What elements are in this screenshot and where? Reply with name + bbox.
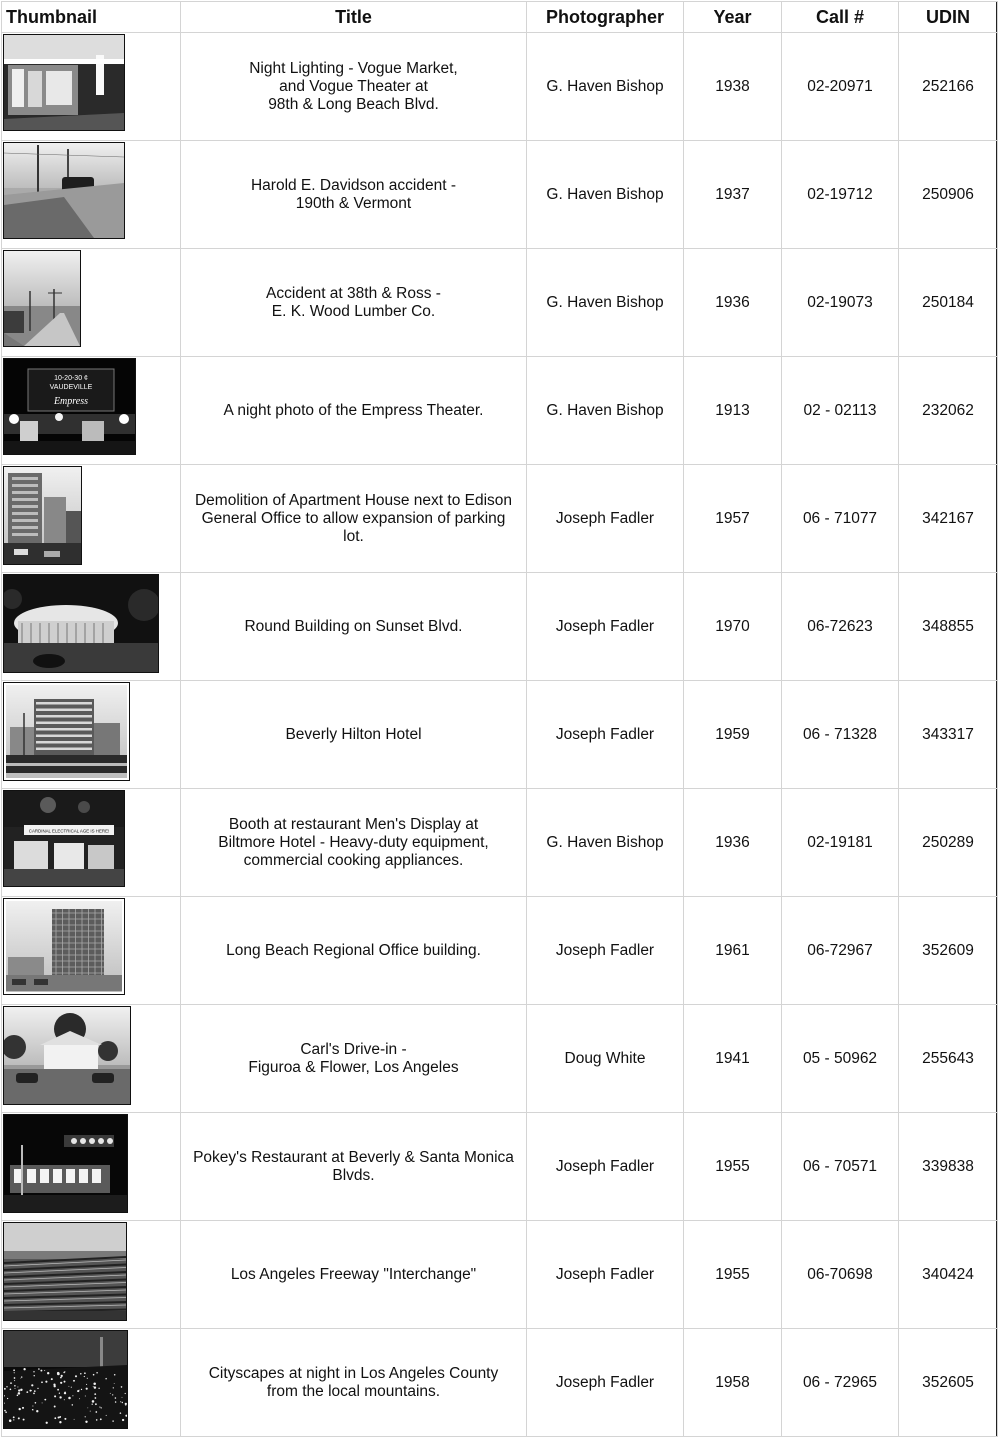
photographer-cell: Joseph Fadler xyxy=(527,573,684,681)
year-cell: 1959 xyxy=(684,681,782,789)
empress-sign-line-1: 10-20-30 ¢ xyxy=(54,375,88,382)
header-udin: UDIN xyxy=(899,2,998,33)
title-line: Carl's Drive-in - xyxy=(300,1040,407,1058)
title-cell xyxy=(181,681,527,789)
year-cell: 1970 xyxy=(684,573,782,681)
photo-office-building-thumbnail[interactable] xyxy=(3,898,125,995)
photo-tall-building-thumbnail[interactable] xyxy=(3,466,82,565)
photographer-cell: Joseph Fadler xyxy=(527,1113,684,1221)
udin-cell: 255643 xyxy=(899,1005,998,1113)
thumbnail-cell xyxy=(2,1221,181,1329)
table-row xyxy=(2,681,998,789)
year-cell: 1937 xyxy=(684,141,782,249)
title-line: Harold E. Davidson accident - xyxy=(250,176,457,194)
title-line: Long Beach Regional Office building. xyxy=(226,941,481,959)
table-row xyxy=(2,249,998,357)
title-cell xyxy=(181,789,527,897)
call-number-cell: 06 - 72965 xyxy=(782,1329,899,1437)
table-row xyxy=(2,141,998,249)
header-call: Call # xyxy=(782,2,899,33)
title-line: General Office to allow expansion of parking xyxy=(201,509,506,527)
table-row xyxy=(2,1113,998,1221)
thumbnail-cell xyxy=(2,141,181,249)
photographer-cell: G. Haven Bishop xyxy=(527,33,684,141)
call-number-cell: 02-20971 xyxy=(782,33,899,141)
title-cell xyxy=(181,465,527,573)
photographer-cell: Joseph Fadler xyxy=(527,1221,684,1329)
photo-restaurant-night-thumbnail[interactable] xyxy=(3,1114,128,1213)
title-cell xyxy=(181,141,527,249)
table-row xyxy=(2,1005,998,1113)
year-cell: 1938 xyxy=(684,33,782,141)
photo-rail-yard-thumbnail[interactable] xyxy=(3,1222,127,1321)
call-number-cell: 06 - 71328 xyxy=(782,681,899,789)
photo-street-poles-thumbnail[interactable] xyxy=(3,250,81,347)
photo-city-lights-thumbnail[interactable] xyxy=(3,1330,128,1429)
table-row xyxy=(2,573,998,681)
thumbnail-cell xyxy=(2,681,181,789)
table-row xyxy=(2,465,998,573)
udin-cell: 250184 xyxy=(899,249,998,357)
call-number-cell: 05 - 50962 xyxy=(782,1005,899,1113)
title-line: Blvds. xyxy=(332,1166,375,1184)
year-cell: 1955 xyxy=(684,1113,782,1221)
photographer-cell: Doug White xyxy=(527,1005,684,1113)
year-cell: 1955 xyxy=(684,1221,782,1329)
title-line: Accident at 38th & Ross - xyxy=(266,284,441,302)
title-line: A night photo of the Empress Theater. xyxy=(223,401,484,419)
photographer-cell: G. Haven Bishop xyxy=(527,357,684,465)
thumbnail-cell xyxy=(2,1113,181,1221)
table-row xyxy=(2,789,998,897)
empress-sign-line-2: VAUDEVILLE xyxy=(49,384,93,391)
photo-storefront-night-thumbnail[interactable] xyxy=(3,34,125,131)
call-number-cell: 06-70698 xyxy=(782,1221,899,1329)
title-cell xyxy=(181,1221,527,1329)
call-number-cell: 06-72623 xyxy=(782,573,899,681)
title-cell xyxy=(181,1329,527,1437)
table-row xyxy=(2,1221,998,1329)
photographer-cell: Joseph Fadler xyxy=(527,897,684,1005)
thumbnail-cell xyxy=(2,1005,181,1113)
booth-banner-text: CARDINAL ELECTRICAL AGE IS HERE! xyxy=(28,828,110,834)
table-row xyxy=(2,33,998,141)
thumbnail-cell xyxy=(2,249,181,357)
photographer-cell: G. Haven Bishop xyxy=(527,141,684,249)
title-line: Beverly Hilton Hotel xyxy=(285,725,422,743)
udin-cell: 343317 xyxy=(899,681,998,789)
thumbnail-cell xyxy=(2,33,181,141)
thumbnail-cell xyxy=(2,1329,181,1437)
photo-roadside-accident-thumbnail[interactable] xyxy=(3,142,125,239)
year-cell: 1957 xyxy=(684,465,782,573)
photographer-cell: Joseph Fadler xyxy=(527,681,684,789)
title-cell xyxy=(181,249,527,357)
title-line: lot. xyxy=(343,527,364,545)
thumbnail-cell xyxy=(2,357,181,465)
header-thumbnail: Thumbnail xyxy=(2,2,181,33)
table-row xyxy=(2,357,998,465)
udin-cell: 348855 xyxy=(899,573,998,681)
title-line: and Vogue Theater at xyxy=(279,77,428,95)
photographer-cell: G. Haven Bishop xyxy=(527,249,684,357)
title-cell xyxy=(181,357,527,465)
year-cell: 1913 xyxy=(684,357,782,465)
title-cell xyxy=(181,1005,527,1113)
udin-cell: 342167 xyxy=(899,465,998,573)
call-number-cell: 02-19073 xyxy=(782,249,899,357)
title-line: Los Angeles Freeway "Interchange" xyxy=(230,1265,477,1283)
title-line: Demolition of Apartment House next to Edison xyxy=(194,491,513,509)
photographer-cell: Joseph Fadler xyxy=(527,465,684,573)
title-line: Night Lighting - Vogue Market, xyxy=(249,59,458,77)
title-line: Figuroa & Flower, Los Angeles xyxy=(248,1058,459,1076)
udin-cell: 232062 xyxy=(899,357,998,465)
year-cell: 1961 xyxy=(684,897,782,1005)
title-line: Biltmore Hotel - Heavy-duty equipment, xyxy=(218,833,489,851)
year-cell: 1958 xyxy=(684,1329,782,1437)
header-year: Year xyxy=(684,2,782,33)
thumbnail-cell xyxy=(2,897,181,1005)
thumbnail-cell xyxy=(2,789,181,897)
year-cell: 1941 xyxy=(684,1005,782,1113)
udin-cell: 352609 xyxy=(899,897,998,1005)
title-cell xyxy=(181,573,527,681)
photographer-cell: G. Haven Bishop xyxy=(527,789,684,897)
udin-cell: 252166 xyxy=(899,33,998,141)
title-line: Round Building on Sunset Blvd. xyxy=(244,617,463,635)
call-number-cell: 06 - 71077 xyxy=(782,465,899,573)
title-line: commercial cooking appliances. xyxy=(243,851,464,869)
title-cell xyxy=(181,897,527,1005)
table-row xyxy=(2,1329,998,1437)
thumbnail-cell xyxy=(2,465,181,573)
header-photographer: Photographer xyxy=(527,2,684,33)
photo-catalog-table xyxy=(1,1,998,1437)
udin-cell: 339838 xyxy=(899,1113,998,1221)
udin-cell: 250906 xyxy=(899,141,998,249)
photo-hotel-thumbnail[interactable] xyxy=(3,682,130,781)
title-line: 190th & Vermont xyxy=(295,194,412,212)
year-cell: 1936 xyxy=(684,249,782,357)
title-line: from the local mountains. xyxy=(266,1382,441,1400)
title-line: E. K. Wood Lumber Co. xyxy=(271,302,436,320)
call-number-cell: 06-72967 xyxy=(782,897,899,1005)
call-number-cell: 02 - 02113 xyxy=(782,357,899,465)
udin-cell: 352605 xyxy=(899,1329,998,1437)
udin-cell: 250289 xyxy=(899,789,998,897)
header-title: Title xyxy=(181,2,527,33)
photo-display-booth-thumbnail[interactable] xyxy=(3,790,125,887)
header-row xyxy=(2,2,998,33)
photo-drive-in-thumbnail[interactable] xyxy=(3,1006,131,1105)
call-number-cell: 02-19181 xyxy=(782,789,899,897)
title-line: Cityscapes at night in Los Angeles County xyxy=(208,1364,499,1382)
photographer-cell: Joseph Fadler xyxy=(527,1329,684,1437)
year-cell: 1936 xyxy=(684,789,782,897)
table-row xyxy=(2,897,998,1005)
title-line: Pokey's Restaurant at Beverly & Santa Monica xyxy=(193,1148,514,1166)
thumbnail-cell xyxy=(2,573,181,681)
call-number-cell: 06 - 70571 xyxy=(782,1113,899,1221)
title-cell xyxy=(181,33,527,141)
photo-round-building-thumbnail[interactable] xyxy=(3,574,159,673)
title-cell xyxy=(181,1113,527,1221)
title-line: Booth at restaurant Men's Display at xyxy=(228,815,479,833)
photo-theater-night-thumbnail[interactable] xyxy=(3,358,136,455)
title-line: 98th & Long Beach Blvd. xyxy=(268,95,439,113)
udin-cell: 340424 xyxy=(899,1221,998,1329)
empress-sign-line-3: Empress xyxy=(53,396,89,407)
call-number-cell: 02-19712 xyxy=(782,141,899,249)
